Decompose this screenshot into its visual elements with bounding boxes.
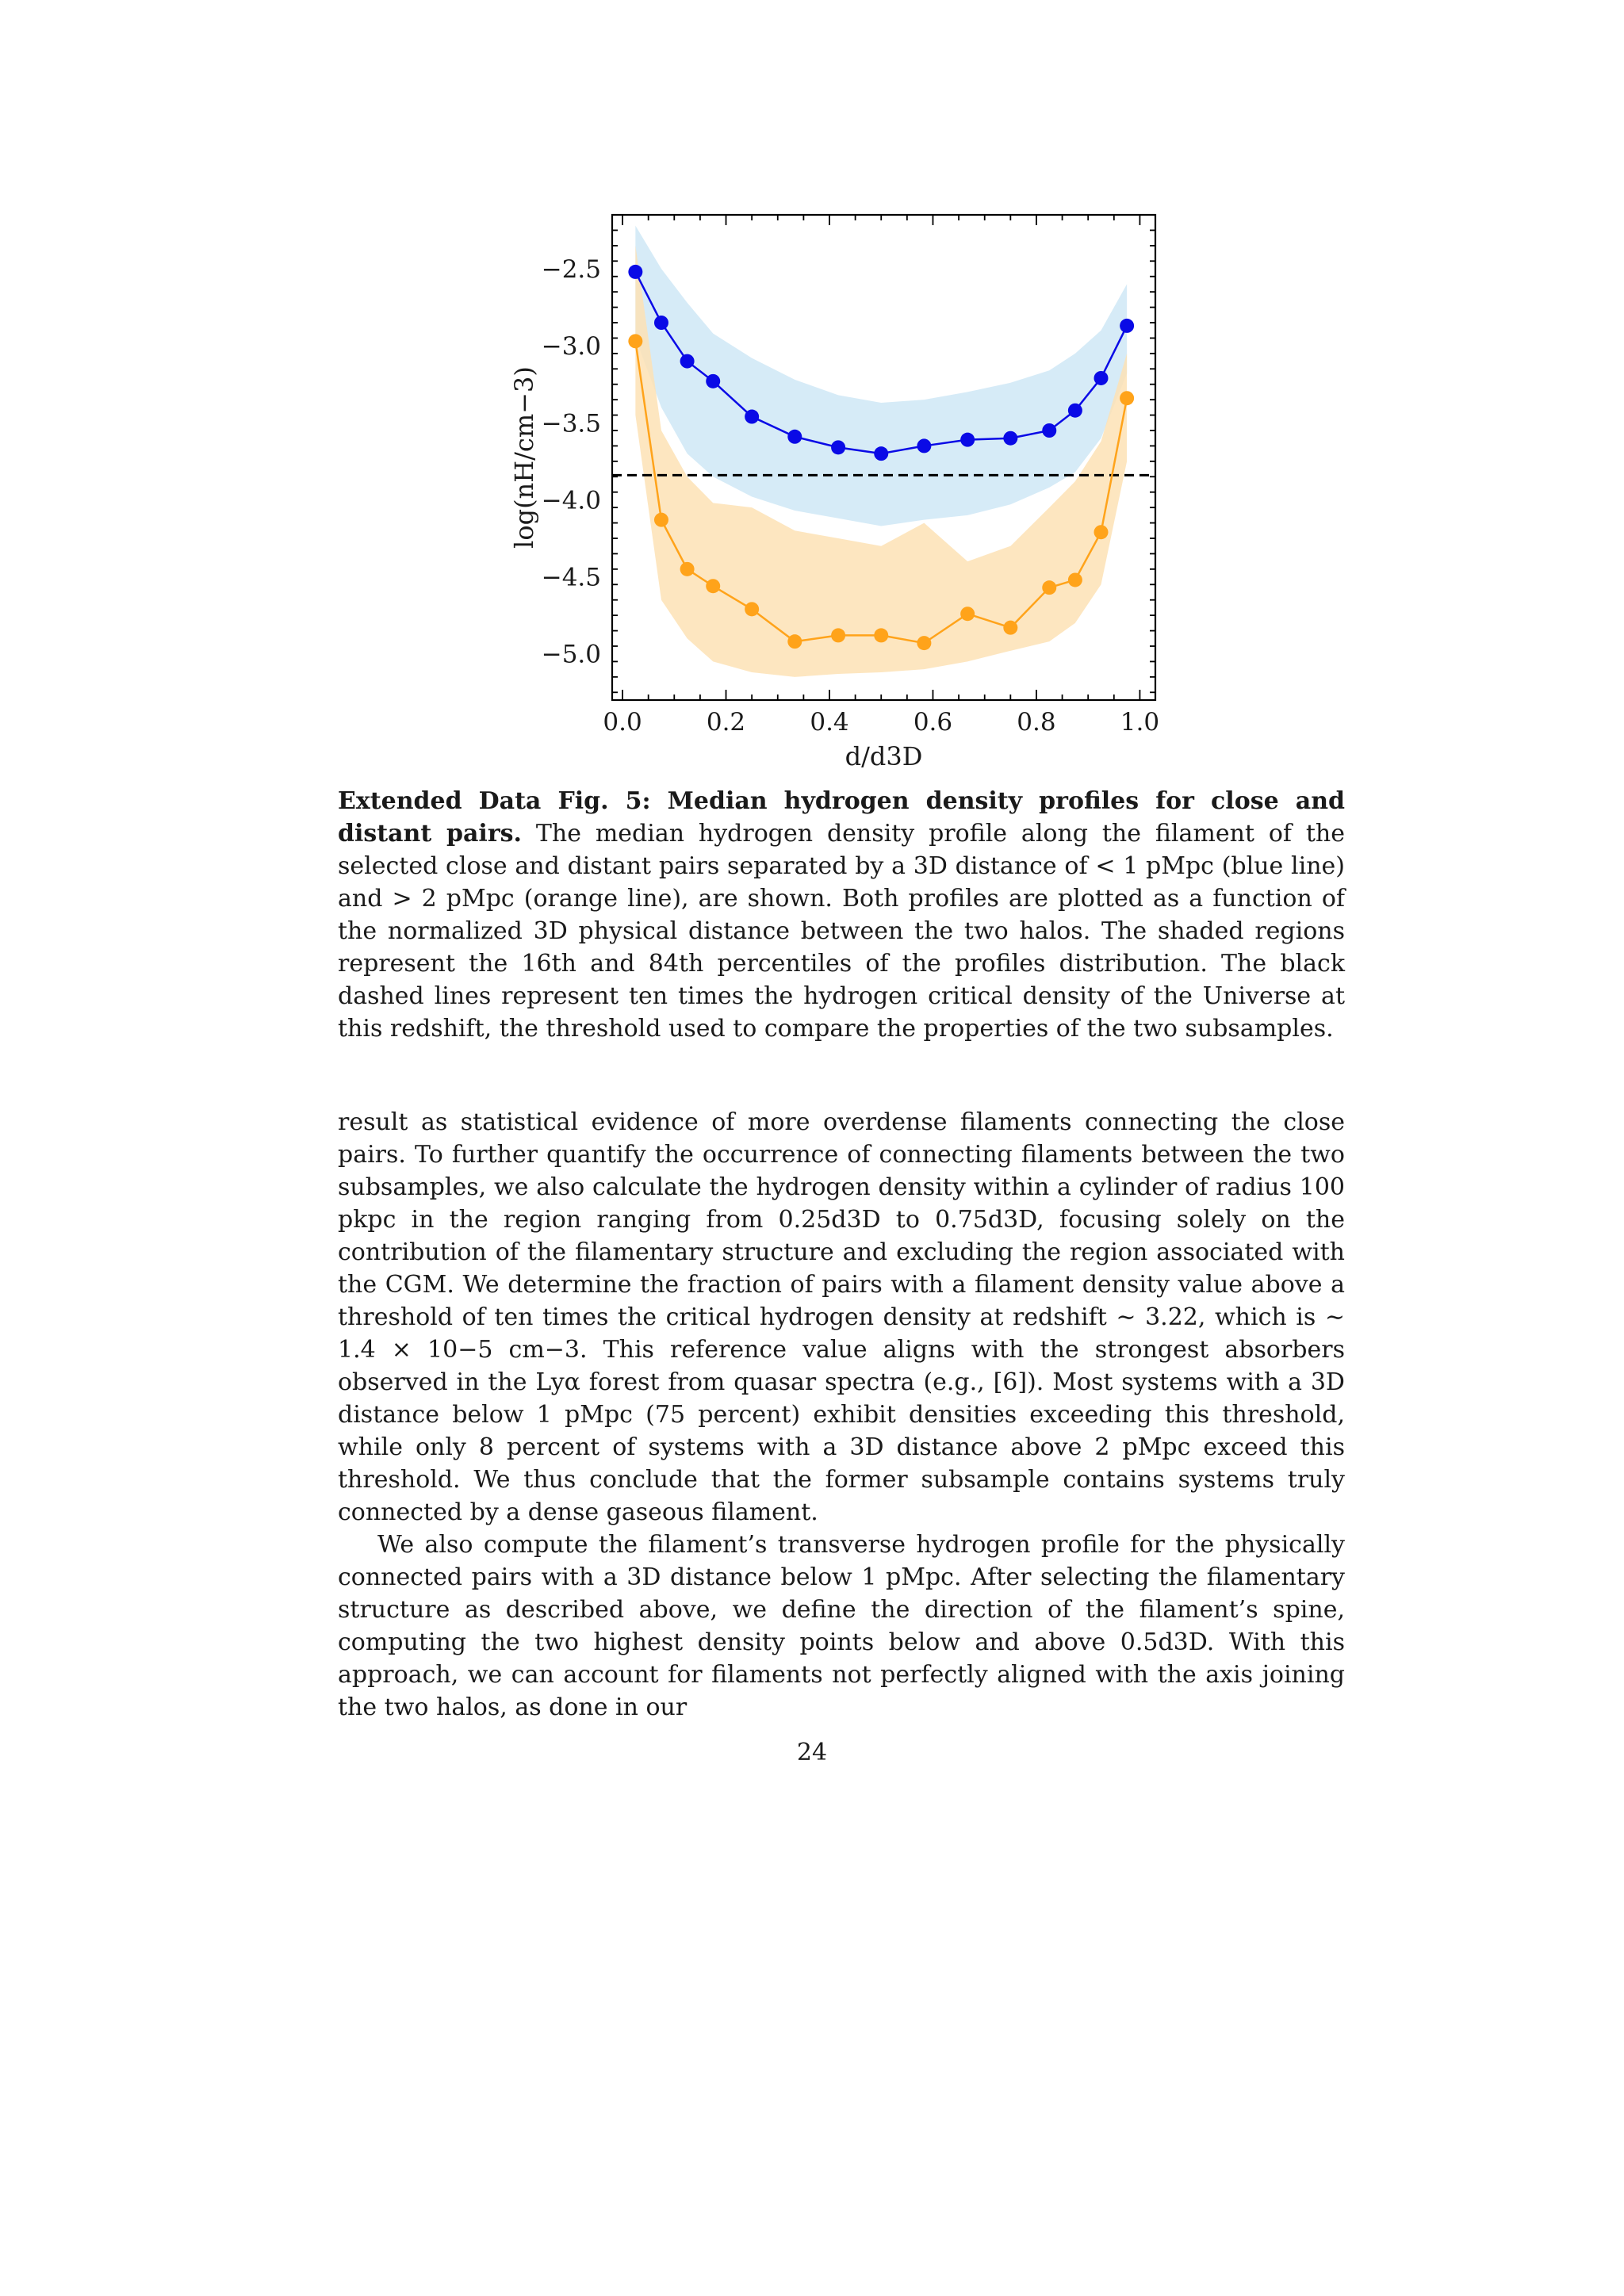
x-tick-label: 1.0: [1120, 708, 1160, 737]
y-tick-label: −4.0: [541, 486, 601, 515]
data-point-1-12: [1068, 572, 1082, 587]
x-axis-label: d/d3D: [845, 741, 923, 771]
y-axis-label: log(nH/cm−3): [509, 366, 539, 549]
page-number: 24: [796, 1739, 828, 1766]
figure-title: Median hydrogen density profiles for close and distant pairs.: [338, 787, 1345, 848]
y-tick-label: −3.5: [541, 409, 601, 438]
data-point-1-2: [680, 562, 695, 576]
paragraph-2: We also compute the filament’s transverse hydrogen profile for the physically connected pairs with a 3D distance below 1 pMpc. After selecting the filamentary structure as described above, we define the direction of the filament’s spine, computing the two highest density points below and above 0.5d3D. With this approach, we can account for filaments not perfectly aligned with the axis joining the two halos, as done in our: [338, 1531, 1345, 1721]
data-point-0-2: [680, 354, 695, 369]
data-point-1-3: [706, 579, 720, 593]
data-point-1-14: [1120, 391, 1134, 405]
data-point-0-13: [1094, 371, 1109, 385]
data-point-0-11: [1042, 423, 1056, 438]
data-point-0-6: [831, 440, 845, 454]
y-tick-label: −4.5: [541, 563, 601, 592]
data-point-1-11: [1042, 580, 1056, 595]
data-point-0-9: [960, 433, 975, 447]
x-tick-label: 0.0: [603, 708, 642, 737]
data-point-0-1: [654, 316, 668, 330]
data-point-0-5: [787, 430, 802, 444]
data-point-1-13: [1094, 525, 1109, 539]
data-point-0-0: [628, 265, 642, 279]
data-point-0-14: [1120, 319, 1134, 333]
data-point-1-4: [745, 602, 759, 616]
y-tick-label: −3.0: [541, 332, 601, 362]
data-point-1-1: [654, 513, 668, 527]
data-point-0-8: [917, 438, 931, 453]
body-text: [338, 1106, 1345, 1724]
data-point-0-10: [1003, 431, 1017, 446]
data-point-0-3: [706, 374, 720, 388]
data-point-1-5: [787, 634, 802, 649]
data-point-0-4: [745, 410, 759, 424]
data-point-1-8: [917, 636, 931, 650]
caption-text: The median hydrogen density profile along the filament of the selected close and distant pairs separated by a 3D distance of < 1 pMpc (blue line) and > 2 pMpc (orange line), are shown. Both profiles are plotted as a function of the normalized 3D physical distance between the two halos. The shaded regions represent the 16th and 84th percentiles of the profiles distribution. The black dashed lines represent ten times the hydrogen critical density of the Universe at this redshift, the threshold used to compare the properties of the two subsamples.: [338, 820, 1346, 1043]
x-tick-label: 0.6: [913, 708, 953, 737]
data-point-1-7: [874, 628, 888, 642]
x-tick-label: 0.8: [1017, 708, 1056, 737]
data-point-1-0: [628, 334, 642, 348]
data-point-1-6: [831, 628, 845, 642]
y-tick-label: −5.0: [541, 640, 601, 669]
x-tick-label: 0.2: [706, 708, 746, 737]
x-tick-label: 0.4: [810, 708, 849, 737]
density-profile-chart: [500, 202, 1182, 781]
y-tick-label: −2.5: [541, 255, 601, 284]
figure-caption: Extended Data Fig. 5: Median hydrogen density profiles for close and distant pairs. The median hydrogen density profile along the filament of the selected close and distant pairs separated by a 3D distance of < 1 pMpc (blue line) and > 2 pMpc (orange line), are shown. Both profiles are plotted as a function of the normalized 3D physical distance between the two halos. The shaded regions represent the 16th and 84th percentiles of the profiles distribution. The black dashed lines represent ten times the hydrogen critical density of the Universe at this redshift, the threshold used to compare the properties of the two subsamples.: [338, 787, 1346, 1043]
figure-label: Extended Data Fig. 5: [338, 787, 642, 815]
paragraph-1: result as statistical evidence of more overdense filaments connecting the close pairs. To further quantify the occurrence of connecting filaments between the two subsamples, we also calculate the hydrogen density within a cylinder of radius 100 pkpc in the region ranging from 0.25d3D to 0.75d3D, focusing solely on the contribution of the filamentary structure and excluding the region associated with the CGM. We determine the fraction of pairs with a filament density value above a threshold of ten times the critical hydrogen density at redshift ∼ 3.22, which is ∼ 1.4 × 10−5 cm−3. This reference value aligns with the strongest absorbers observed in the Lyα forest from quasar spectra (e.g., [6]). Most systems with a 3D distance below 1 pMpc (75 percent) exhibit densities exceeding this threshold, while only 8 percent of systems with a 3D distance above 2 pMpc exceed this threshold. We thus conclude that the former subsample contains systems truly connected by a dense gaseous filament.: [338, 1108, 1345, 1526]
data-point-1-10: [1003, 621, 1017, 635]
data-point-0-12: [1068, 404, 1082, 418]
data-point-1-9: [960, 607, 975, 621]
figure: [500, 202, 1182, 784]
data-point-0-7: [874, 446, 888, 461]
